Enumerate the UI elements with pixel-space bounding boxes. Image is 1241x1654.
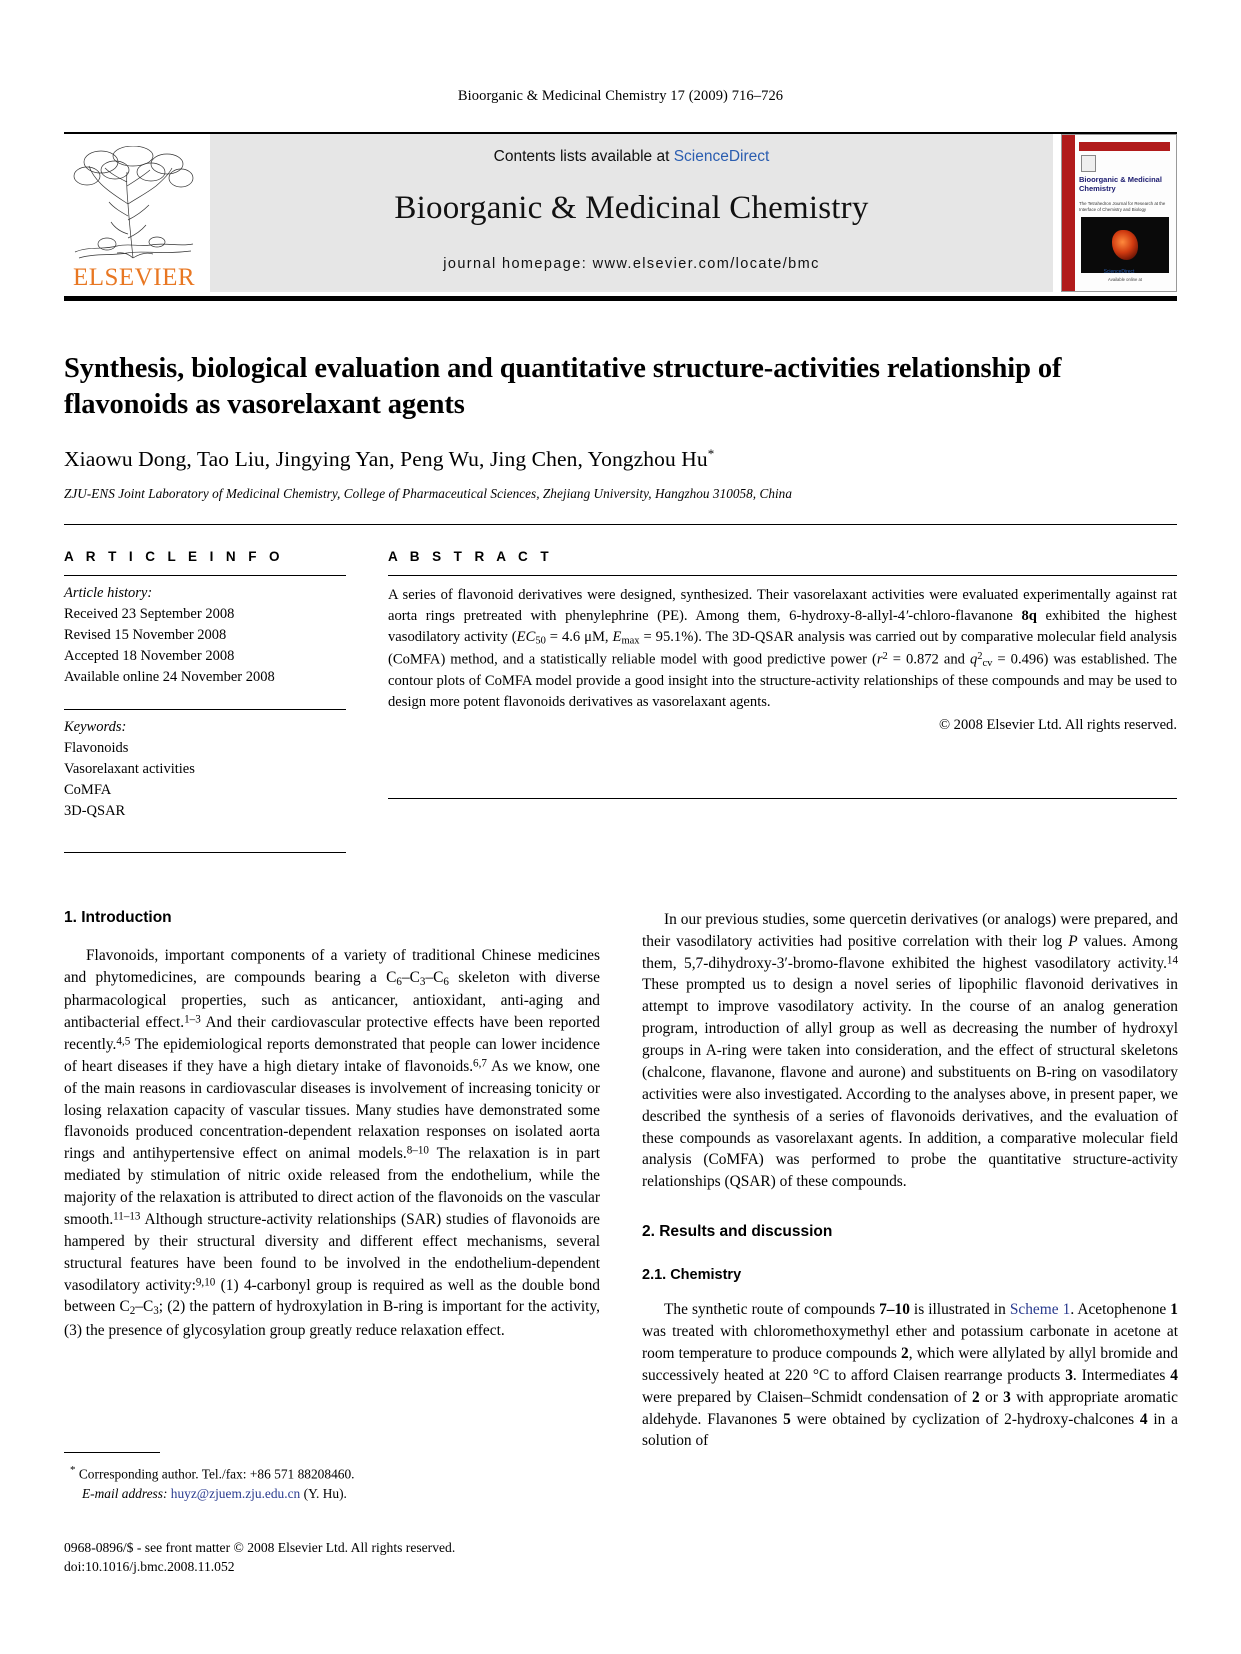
chem-seg-k: were obtained by cyclization of 2-hydroxy-chalcones	[790, 1410, 1140, 1428]
cover-logo-square-icon	[1081, 155, 1096, 172]
cover-artwork	[1081, 217, 1169, 273]
citation-ref-8-10[interactable]: 8–10	[406, 1144, 429, 1157]
journal-homepage-line[interactable]: journal homepage: www.elsevier.com/locate/bmc	[443, 256, 820, 272]
right-seg-a: In our previous studies, some quercetin derivatives (or analogs) were prepared, and their vasodilatory activities had positive correlation with their log	[642, 910, 1178, 950]
history-item: Accepted 18 November 2008	[64, 647, 235, 664]
chem-seg-d: was treated with chloromethoxymethyl ether and potassium carbonate in acetone at room temperature to produce compounds	[642, 1323, 1178, 1362]
abstract-seg-3: exhibited the highest vasodilatory activity (	[388, 608, 1177, 646]
body-column-right	[642, 909, 1178, 1453]
paragraph-introduction	[64, 945, 600, 1342]
footnote-marker: *	[70, 1464, 76, 1476]
citation-ref-9-10[interactable]: 9,10	[195, 1275, 216, 1288]
compound-label-2b: 2	[972, 1388, 980, 1406]
masthead-bottom-rule	[64, 296, 1177, 301]
sciencedirect-link[interactable]: ScienceDirect	[673, 148, 770, 165]
emax-subscript: max	[621, 635, 640, 647]
cover-sciencedirect-label: ScienceDirect	[1103, 269, 1135, 275]
contents-prefix: Contents lists available at	[493, 148, 674, 165]
intro-seg-b: –C	[401, 968, 420, 986]
contents-available-line	[494, 148, 770, 166]
paragraph-previous-studies	[642, 909, 1178, 1193]
qcv-value: = 0.496) was established. The contour plots of CoMFA model provide a good insight into the structure-activity relationships of these compounds and may be used to design more potent flavonoids derivatives as vasorelaxant agents.	[388, 651, 1177, 711]
intro-seg-i: Although structure-activity relationships (SAR) studies of flavonoids are hampered by their structural diversity and different effect mechanisms, several structural features have been found to be involved in the endothelium-dependent vasodilatory activity:	[64, 1210, 600, 1294]
author-names: Xiaowu Dong, Tao Liu, Jingying Yan, Peng Wu, Jing Chen, Yongzhou Hu	[64, 447, 708, 472]
corresponding-author-footnote	[64, 1452, 600, 1504]
footnote-line-1	[64, 1462, 600, 1484]
right-seg-b: values. Among them, 5,7-dihydroxy-3	[642, 932, 1178, 972]
section-heading-introduction: 1. Introduction	[64, 908, 172, 926]
cover-title: Bioorganic & Medicinal Chemistry	[1079, 175, 1162, 194]
right-seg-d: These prompted us to design a novel series of lipophilic flavonoid derivatives in attempt to improve vasodilatory activity. In the course of an analog generation program, introduction of allyl group as well as decreasing the number of hydroxyl groups in A-ring were taken into consideration, and the effect of structural skeletons (chalcone, flavanone, flavone and aurone) and substituents on B-ring on vasodilatory activities were also investigated. According to the analyses above, in present paper, we described the synthesis of a series of flavonoids derivatives, and the evaluation of these compounds as vasorelaxant agents. In addition, a comparative molecular field analysis (CoMFA) was performed to probe the quantitative structure-activity relationships (QSAR) of these compounds.	[642, 976, 1178, 1191]
abstract-heading: A B S T R A C T	[388, 549, 553, 565]
affiliation: ZJU-ENS Joint Laboratory of Medicinal Chemistry, College of Pharmaceutical Sciences, Zhejiang University, Hangzhou 310058, China	[64, 486, 792, 502]
journal-cover-thumbnail	[1061, 134, 1177, 292]
footnote-divider	[64, 1452, 160, 1453]
chem-seg-a: The synthetic route of compounds	[664, 1301, 880, 1319]
intro-seg-f: The epidemiological reports demonstrated that people can lower incidence of heart diseases if they have a high dietary intake of flavonoids.	[64, 1035, 600, 1075]
email-link[interactable]: huyz@zjuem.zju.edu.cn	[170, 1486, 301, 1502]
page-title: Synthesis, biological evaluation and quantitative structure-activities relationship of flavonoids as vasorelaxant agents	[64, 353, 1062, 421]
cover-subtitle: The Tetrahedron Journal for Research at the Interface of Chemistry and Biology	[1079, 201, 1166, 212]
r2-value: = 0.872 and	[887, 651, 970, 668]
title-block	[64, 351, 1177, 502]
chem-seg-b: is illustrated in	[909, 1301, 1010, 1319]
elsevier-logo	[64, 134, 204, 292]
compound-label-5: 5	[783, 1410, 791, 1428]
body-columns	[64, 909, 1177, 1453]
cover-left-bar	[1062, 135, 1075, 291]
abstract-column	[388, 549, 1177, 853]
right-seg-c: -bromo-flavone exhibited the highest vasodilatory activity.	[787, 954, 1167, 972]
history-item: Received 23 September 2008	[64, 605, 235, 622]
article-info-heading: A R T I C L E I N F O	[64, 549, 284, 565]
intro-seg-e: And their cardiovascular protective effects have been reported recently.	[64, 1014, 600, 1053]
article-history-group	[64, 576, 346, 687]
keywords-block	[64, 709, 346, 821]
compound-label-3: 3	[1065, 1366, 1073, 1384]
ec50-symbol: EC	[516, 629, 536, 646]
compound-label-4b: 4	[1139, 1410, 1148, 1428]
email-suffix: (Y. Hu).	[303, 1486, 347, 1502]
author-list	[64, 446, 1177, 472]
keyword-item: 3D-QSAR	[64, 802, 126, 819]
footer-doi: doi:10.1016/j.bmc.2008.11.052	[64, 1559, 235, 1575]
right-prime: ′	[784, 954, 788, 972]
ec50-subscript: 50	[535, 635, 546, 647]
qcv-superscript: 2	[977, 650, 983, 662]
email-label: E-mail address:	[82, 1486, 168, 1502]
paragraph-chemistry	[642, 1299, 1178, 1452]
intro-seg-k: –C	[135, 1298, 154, 1316]
corresponding-author-marker: *	[707, 445, 715, 461]
keyword-item: CoMFA	[64, 782, 112, 799]
footer-front-matter: 0968-0896/$ - see front matter © 2008 Elsevier Ltd. All rights reserved.	[64, 1540, 456, 1555]
abstract-rule-bottom	[388, 798, 1177, 799]
compound-label-4: 4	[1170, 1366, 1178, 1384]
emax-value: = 95.1%). The 3D-QSAR analysis was carried out by comparative molecular field analysis (CoMFA) method, and a statistically reliable model with good predictive power (	[388, 629, 1177, 668]
c2-subscript: 2	[129, 1305, 136, 1318]
ec50-value: = 4.6 μM,	[545, 629, 613, 646]
chem-seg-h: were prepared by Claisen–Schmidt condensation of	[642, 1388, 973, 1406]
r2-symbol: r	[876, 651, 883, 668]
citation-ref-6-7[interactable]: 6,7	[473, 1057, 487, 1070]
body-column-left	[64, 909, 600, 1453]
footnote-email-line	[64, 1484, 600, 1504]
chem-seg-i: or	[979, 1388, 1004, 1406]
journal-masthead	[64, 132, 1177, 292]
c6-subscript-2: 6	[443, 975, 449, 988]
elsevier-wordmark: ELSEVIER	[72, 264, 196, 291]
intro-seg-l: ; (2) the pattern of hydroxylation in B-ring is important for the activity, (3) the presence of glycosylation group greatly reduce relaxation effect.	[64, 1298, 600, 1339]
chem-seg-g: . Intermediates	[1072, 1366, 1171, 1384]
abstract-seg-1: A series of flavonoid derivatives were designed, synthesized. Their vasorelaxant activities were evaluated experimentally against rat aorta rings pretreated with phenylephrine (PE). Among them, 6-hydroxy-8-allyl-4	[388, 587, 1177, 625]
chem-seg-j: with appropriate aromatic aldehyde. Flavanones	[642, 1388, 1178, 1428]
keywords-group	[64, 710, 346, 821]
logp-symbol: P	[1068, 932, 1078, 950]
compound-label-1: 1	[1170, 1301, 1178, 1319]
footnote-text: Corresponding author. Tel./fax: +86 571 88208460.	[78, 1466, 355, 1482]
keyword-item: Vasorelaxant activities	[64, 761, 195, 778]
chem-seg-l: in a solution of	[642, 1410, 1178, 1450]
compound-label-8q: 8q	[1021, 608, 1037, 625]
history-item: Available online 24 November 2008	[64, 668, 275, 685]
scheme-1-link[interactable]: Scheme 1	[1009, 1301, 1071, 1319]
intro-seg-g: As we know, one of the main reasons in cardiovascular diseases is involvement of increasing tonicity or losing relaxation capacity of vascular tissues. Many studies have demonstrated some flavonoids produced concentration-dependent relaxation responses on isolated aorta rings and antihypertensive effect on animal models.	[64, 1057, 600, 1163]
history-item: Revised 15 November 2008	[64, 626, 227, 643]
intro-seg-h: The relaxation is in part mediated by stimulation of nitric oxide released from the endothelium, while the majority of the relaxation is attributed to direct action of the flavonoids on the vascular smooth.	[64, 1145, 601, 1228]
c3-subscript-2: 3	[153, 1305, 159, 1318]
journal-title: Bioorganic & Medicinal Chemistry	[394, 190, 869, 226]
qcv-subscript: cv	[982, 657, 993, 669]
chem-seg-c: . Acetophenone	[1070, 1301, 1171, 1319]
temperature-unit: °C	[812, 1366, 830, 1384]
intro-seg-d: skeleton with diverse pharmacological properties, such as anticancer, antioxidant, anti-aging and antibacterial effect.	[64, 968, 600, 1032]
c3-subscript: 3	[419, 975, 426, 988]
citation-ref-11-13[interactable]: 11–13	[113, 1210, 141, 1223]
cover-footer-text: Available online at	[1108, 277, 1142, 283]
compound-label-3b: 3	[1003, 1388, 1011, 1406]
citation-ref-4-5[interactable]: 4,5	[116, 1035, 131, 1048]
section-heading-chemistry: 2.1. Chemistry	[642, 1267, 742, 1284]
journal-band	[210, 134, 1053, 292]
article-info-column	[64, 549, 346, 853]
citation-ref-14[interactable]: 14	[1166, 953, 1178, 966]
intro-seg-j: (1) 4-carbonyl group is required as well as the double bond between C	[64, 1276, 600, 1316]
abstract-copyright: © 2008 Elsevier Ltd. All rights reserved.	[938, 717, 1177, 734]
article-history-label: Article history:	[64, 585, 153, 602]
abstract-text	[388, 576, 1177, 736]
running-head: Bioorganic & Medicinal Chemistry 17 (2009) 716–726	[457, 88, 784, 104]
r2-superscript: 2	[882, 650, 888, 662]
abstract-prime-1: ′	[905, 608, 909, 625]
page-footer	[64, 1538, 684, 1577]
qcv-symbol: q	[969, 651, 978, 668]
abstract-seg-2: -chloro-flavanone	[908, 608, 1022, 625]
intro-seg-c: –C	[425, 968, 444, 986]
section-heading-results: 2. Results and discussion	[642, 1223, 833, 1241]
info-abstract-region	[64, 524, 1177, 853]
elsevier-tree-icon	[71, 146, 197, 264]
citation-ref-1-3[interactable]: 1–3	[184, 1013, 201, 1026]
compound-label-2: 2	[900, 1344, 909, 1362]
keyword-item: Flavonoids	[64, 740, 129, 757]
chem-seg-e: , which were allylated by allyl bromide and successively heated at 220	[642, 1344, 1178, 1384]
article-info-rule-bottom	[64, 852, 346, 853]
intro-seg-a: Flavonoids, important components of a variety of traditional Chinese medicines and phytomedicines, are compounds bearing a C	[64, 946, 600, 986]
compound-label-7-10: 7–10	[879, 1301, 910, 1319]
c6-subscript: 6	[396, 975, 402, 988]
cover-top-bar	[1079, 142, 1170, 151]
chem-seg-f: to afford Claisen rearrange products	[829, 1366, 1066, 1384]
keywords-label: Keywords:	[64, 719, 127, 736]
emax-symbol: E	[612, 629, 622, 646]
